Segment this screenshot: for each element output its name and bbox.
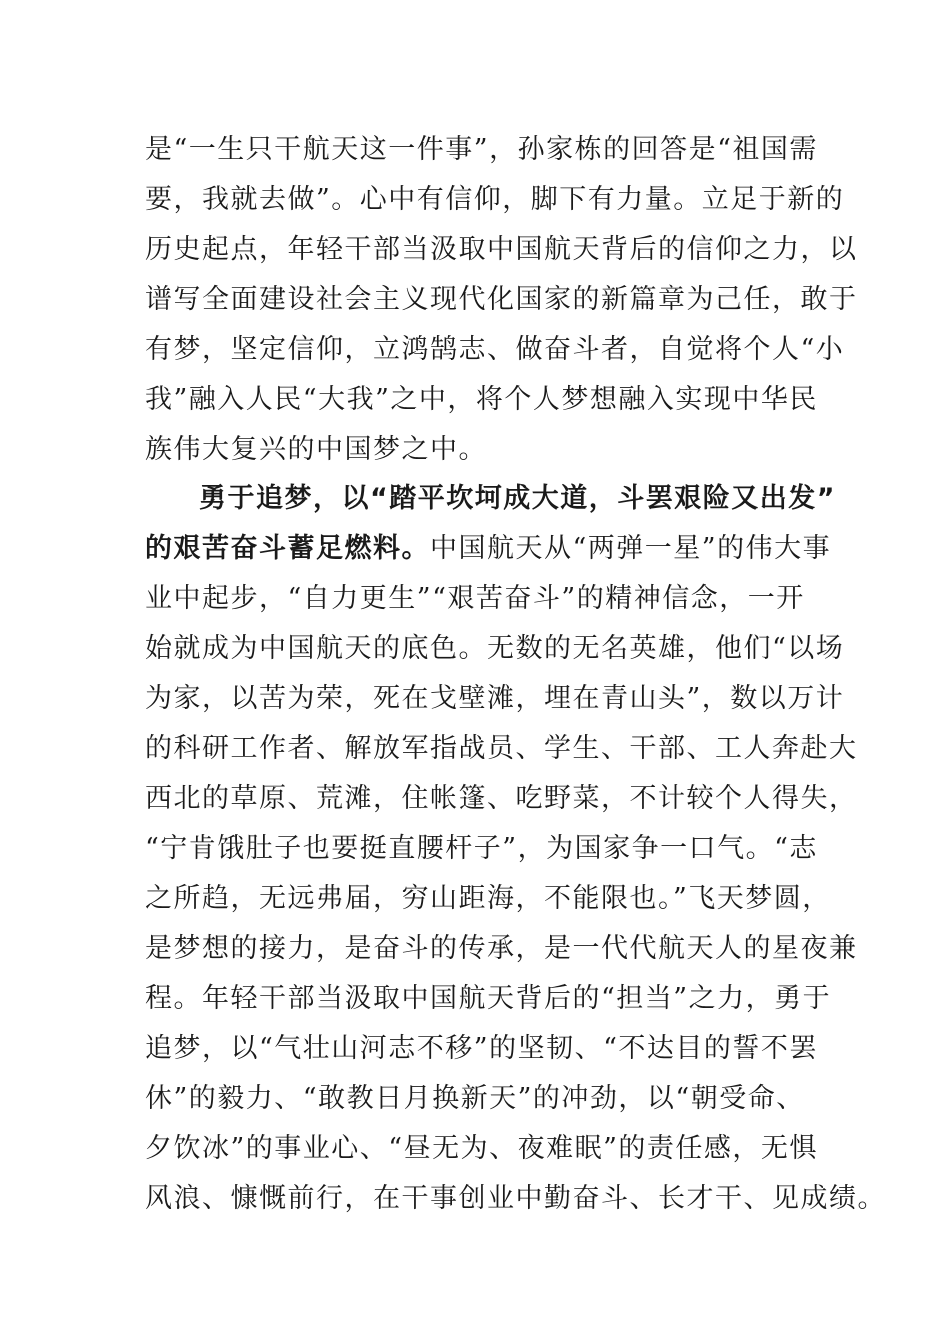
paragraph-text: 中国航天从“两弹一星”的伟大事	[430, 533, 832, 564]
paragraph-line: 始就成为中国航天的底色。无数的无名英雄，他们“以场	[145, 633, 845, 664]
paragraph-line	[145, 529, 832, 569]
paragraph-line: 我”融入人民“大我”之中，将个人梦想融入实现中华民	[145, 384, 818, 415]
paragraph-line: 要，我就去做”。心中有信仰，脚下有力量。立足于新的	[145, 184, 845, 215]
paragraph-line: 追梦，以“气壮山河志不移”的坚韧、“不达目的誓不罢	[145, 1033, 818, 1064]
paragraph-line: 谱写全面建设社会主义现代化国家的新篇章为己任，敢于	[145, 284, 858, 315]
paragraph-line: 历史起点，年轻干部当汲取中国航天背后的信仰之力，以	[145, 234, 858, 265]
paragraph-line: 程。年轻干部当汲取中国航天背后的“担当”之力，勇于	[145, 983, 832, 1014]
paragraph-line: 的科研工作者、解放军指战员、学生、干部、工人奔赴大	[145, 733, 858, 764]
paragraph-line: 风浪、慷慨前行，在干事创业中勤奋斗、长才干、见成绩。	[145, 1183, 886, 1214]
paragraph-line: 之所趋，无远弗届，穷山距海，不能限也。”飞天梦圆，	[145, 883, 831, 914]
paragraph-line: 族伟大复兴的中国梦之中。	[145, 434, 487, 465]
paragraph-line: 业中起步，“自力更生”“艰苦奋斗”的精神信念，一开	[145, 583, 805, 614]
paragraph-line: 休”的毅力、“敢教日月换新天”的冲劲，以“朝受命、	[145, 1083, 805, 1114]
section-heading-line: 勇于追梦，以“踏平坎坷成大道，斗罢艰险又出发”	[199, 483, 836, 514]
paragraph-line: 为家，以苦为荣，死在戈壁滩，埋在青山头”，数以万计	[145, 683, 845, 714]
paragraph-line: 夕饮冰”的事业心、“昼无为、夜难眠”的责任感，无惧	[145, 1133, 818, 1164]
paragraph-line: 是“一生只干航天这一件事”，孙家栋的回答是“祖国需	[145, 134, 818, 165]
paragraph-line: 西北的草原、荒滩，住帐篷、吃野菜，不计较个人得失，	[145, 783, 858, 814]
paragraph-line: 是梦想的接力，是奋斗的传承，是一代代航天人的星夜兼	[145, 933, 858, 964]
section-heading-tail: 的艰苦奋斗蓄足燃料。	[145, 533, 430, 564]
paragraph-line: “宁肯饿肚子也要挺直腰杆子”，为国家争一口气。“志	[145, 833, 818, 864]
paragraph-line: 有梦，坚定信仰，立鸿鹄志、做奋斗者，自觉将个人“小	[145, 334, 845, 365]
